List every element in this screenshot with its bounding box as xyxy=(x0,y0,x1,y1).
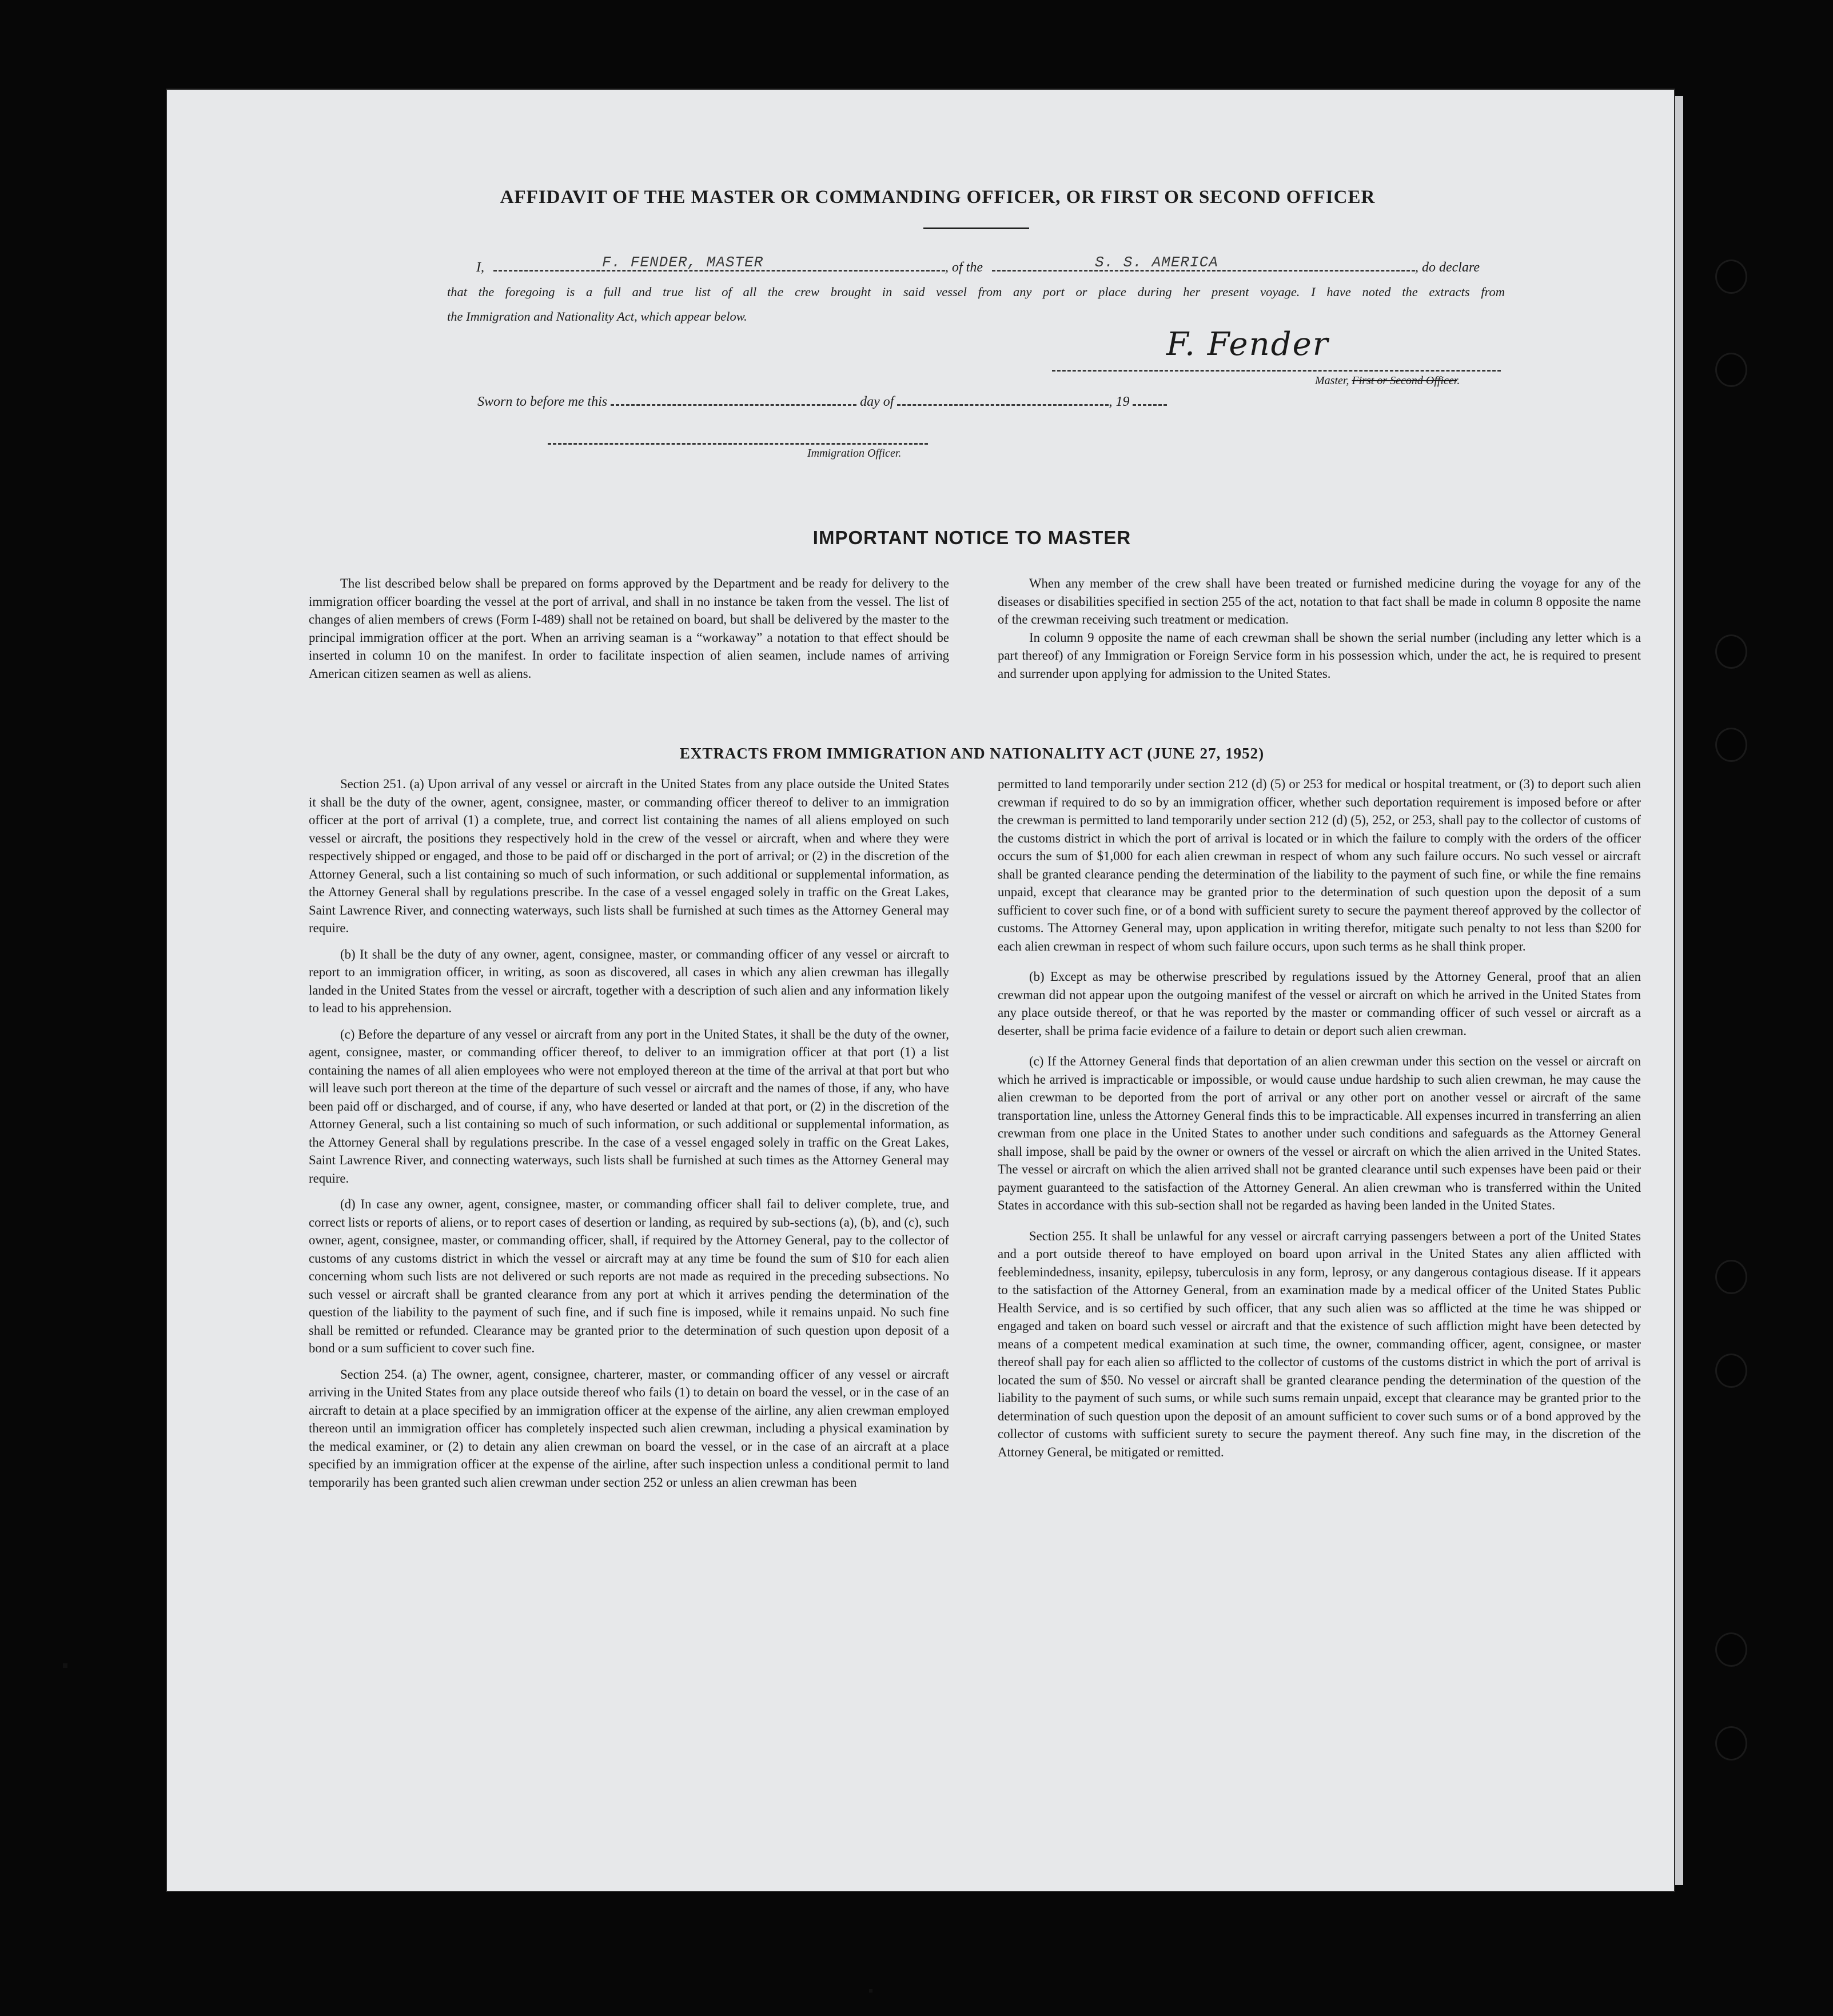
binder-hole xyxy=(1717,636,1746,667)
extracts-right-column xyxy=(998,775,1641,1469)
title-struck: First or Second Officer xyxy=(1352,374,1457,387)
vessel-name: S. S. AMERICA xyxy=(1095,254,1218,271)
binder-hole xyxy=(1717,1728,1746,1759)
notice-paragraph: When any member of the crew shall have been treated or furnished medicine during the voyage for any of the diseases or disabilities specified in section 255 of the act, notation to that fact shall be made in column 8 opposite the name of the crewman receiving such treatment or medication. xyxy=(998,576,1641,626)
extract-paragraph: Section 255. It shall be unlawful for any vessel or aircraft carrying passengers between a port of the United States and a port outside thereof to have employed on board upon arrival in the United States any alien afflicted with feeblemindedness, insanity, epilepsy, tuberculosis in any form, leprosy, or any dangerous contagious disease. If it appears to the satisfaction of the Attorney General, from an examination made by a medical officer of the United States Public Health Service, and is so certified by such officer, that any such alien was so afflicted at the time he was shipped or engaged and taken on board such vessel or aircraft and that the existence of such affliction might have been detected by means of a competent medical examination at such time, the owner, commanding officer, agent, consignee, or master thereof shall pay for each alien so afflicted to the collector of customs of the customs district in which the port of arrival is located the sum of $50. No vessel or aircraft shall be granted clearance pending the determination of the question of the liability to the payment of such sums, or while such sums remain unpaid, except that clearance may be granted prior to the determination of such question upon the deposit of an amount sufficient to cover such sums or of a bond approved by the collector of customs with sufficient surety to secure the payment thereof. Any such fine may, in the discretion of the Attorney General, be mitigated or remitted. xyxy=(998,1228,1641,1459)
title-master: Master, xyxy=(1315,374,1349,387)
extract-paragraph: (c) Before the departure of any vessel or aircraft from any port in the United States, it shall be the duty of the owner, agent, consignee, master, or commanding officer thereof, to deliver to an immigration officer at that port (1) a list containing the names of all alien employees who were not employed thereon at the time of the arrival at that port but who will leave such port thereon at the time of the departure of such vessel or aircraft and the names of those, if any, who have been paid off or discharged, and of course, if any, who have deserted or landed at that port, or (2) in the discretion of the Attorney General, such a list containing so much of such information, or such additional or supplemental information, as the Attorney General shall by regulations prescribe. In the case of a vessel engaged solely in traffic on the Great Lakes, Saint Lawrence River, and connecting waterways, such lists shall be furnished at such times as the Attorney General may require. xyxy=(309,1027,949,1185)
page-edge xyxy=(1675,96,1683,1885)
affidavit-title: AFFIDAVIT OF THE MASTER OR COMMANDING OFFICER, OR FIRST OR SECOND OFFICER xyxy=(500,187,1376,207)
declaration-line xyxy=(476,254,1505,276)
signature-line xyxy=(1052,370,1501,372)
sworn-year-field xyxy=(1133,401,1167,406)
declaration-line-3: the Immigration and Nationality Act, which appear below. xyxy=(447,309,747,324)
declarant-name-field xyxy=(493,254,945,272)
notice-title: IMPORTANT NOTICE TO MASTER xyxy=(812,527,1131,548)
binder-hole xyxy=(1717,354,1746,385)
notice-paragraph: The list described below shall be prepared on forms approved by the Department and be ready for delivery to the immigration officer boarding the vessel at the port of arrival, and shall in no instance be taken from the vessel. The list of changes of alien members of crews (Form I-489) shall not be retained on board, but shall be delivered by the master to the principal immigration officer at the port. When an arriving seaman is a “workaway” a notation to that effect should be inserted in column 10 on the manifest. In order to facilitate inspection of alien seamen, include names of arriving American citizen seamen as well as aliens. xyxy=(309,576,949,681)
declaration-line-2: that the foregoing is a full and true list of all the crew brought in said vessel from any port or place during her present voyage. I have noted the extracts from xyxy=(447,285,1505,299)
sworn-label: Sworn to before me this xyxy=(477,394,608,409)
title-divider xyxy=(923,227,1029,229)
declaration-of-the: , of the xyxy=(945,260,983,275)
extracts-left-column xyxy=(309,775,949,1499)
extract-paragraph: (b) Except as may be otherwise prescribed by regulations issued by the Attorney General, proof that an alien crewman did not appear upon the outgoing manifest of the vessel or aircraft on which he arrived in the United States from any place outside thereof, or that he was reported by the master or commanding officer of such vessel or aircraft as a deserter, shall be prima facie evidence of a failure to detain or deport such alien crewman. xyxy=(998,969,1641,1038)
day-of-label: day of xyxy=(860,394,894,409)
vessel-name-field xyxy=(992,254,1415,272)
extract-paragraph: Section 254. (a) The owner, agent, consignee, charterer, master, or commanding officer of any vessel or aircraft arriving in the United States from any place outside thereof who fails (1) to detain on board the vessel, or in the case of an aircraft to detain at a place specified by an immigration officer at the expense of the airline, any alien crewman employed thereon until an immigration officer has completely inspected such alien crewman, including a physical examination by the medical examiner, or (2) to detain any alien crewman on board the vessel, or in the case of an aircraft at a place specified by an immigration officer at the expense of the airline, after such inspection unless a conditional permit to land temporarily has been granted such alien crewman under section 252 or unless an alien crewman has been xyxy=(309,1367,949,1490)
binder-hole xyxy=(1717,1262,1746,1292)
binder-hole xyxy=(1717,729,1746,760)
notice-right-column xyxy=(998,574,1641,690)
binder-hole xyxy=(1717,261,1746,292)
binder-hole xyxy=(1717,1634,1746,1665)
notice-left-column xyxy=(309,574,949,690)
declaration-i: I, xyxy=(476,260,484,275)
scan-speck xyxy=(63,1663,67,1668)
extract-paragraph: (d) In case any owner, agent, consignee, master, or commanding officer shall fail to deliver complete, true, and correct lists or reports of aliens, or to report cases of desertion or landing, as required by sub-sections (a), (b), and (c), such owner, agent, consignee, master, or commanding officer, shall, if required by the Attorney General, pay to the collector of customs of any customs district in which the vessel or aircraft may at any time be found the sum of $10 for each alien concerning whom such lists are not delivered or such reports are not made as required in the preceding subsections. No such vessel or aircraft shall be granted clearance from any port at which it arrives pending the determination of the question of the liability to the payment of such fine, and if such fine is imposed, while it remains unpaid. No such fine shall be remitted or refunded. Clearance may be granted prior to the determination of such question upon deposit of a bond or a sum sufficient to cover such fine. xyxy=(309,1197,949,1355)
declarant-name: F. FENDER, MASTER xyxy=(602,254,764,271)
extracts-title: EXTRACTS FROM IMMIGRATION AND NATIONALITY ACT (JUNE 27, 1952) xyxy=(679,745,1265,762)
binder-hole xyxy=(1717,1355,1746,1386)
immigration-officer-line xyxy=(548,443,928,445)
sworn-month-field xyxy=(897,401,1109,406)
signatory-title xyxy=(1315,374,1460,388)
notice-paragraph: In column 9 opposite the name of each crewman shall be shown the serial number (including any letter which is a part thereof) of any Immigration or Foreign Service form in his possession which, under the act, he is required to present and surrender upon applying for admission to the United States. xyxy=(998,630,1641,681)
extract-paragraph: (c) If the Attorney General finds that deportation of an alien crewman under this section on the vessel or aircraft on which he arrived is impracticable or impossible, or would cause undue hardship to such alien crewman, he may cause the alien crewman to be deported from the port of arrival or any other port on another vessel or aircraft of the same transportation line, unless the Attorney General finds this to be impracticable. All expenses incurred in transferring an alien crewman from one place in the United States to another under such conditions and safeguards as the Attorney General shall impose, shall be paid by the owner or owners of the vessel or aircraft on which the alien arrived in the United States. The vessel or aircraft on which the alien arrived shall not be granted clearance until such expenses have been paid or their payment guaranteed to the satisfaction of the Attorney General. An alien crewman who is transferred within the United States in accordance with this sub-section shall not be regarded as having been landed in the United States. xyxy=(998,1054,1641,1212)
extract-paragraph: Section 251. (a) Upon arrival of any vessel or aircraft in the United States from any place outside the United States it shall be the duty of the owner, agent, consignee, master, or commanding officer thereof to deliver to an immigration officer at the port of arrival (1) a complete, true, and correct list containing the names of all aliens employed on such vessel or aircraft, the positions they respectively hold in the crew of the vessel or aircraft, when and where they were respectively shipped or engaged, and those to be paid off or discharged in the port of arrival; or (2) in the discretion of the Attorney General, such a list containing so much of such information, or such additional or supplemental information, as the Attorney General shall by regulations prescribe. In the case of a vessel engaged solely in traffic on the Great Lakes, Saint Lawrence River, and connecting waterways, such lists shall be furnished at such times as the Attorney General may require. xyxy=(309,777,949,935)
sworn-day-field xyxy=(611,401,856,406)
extract-paragraph: permitted to land temporarily under section 212 (d) (5) or 253 for medical or hospital treatment, or (3) to deport such alien crewman if required to do so by an immigration officer, whether such deportation requirement is imposed before or after the crewman is permitted to land temporarily under section 212 (d) (5), 252, or 253, shall pay to the collector of customs of the customs district in which the port of arrival is located or in which the failure to comply with the orders of the officer occurs the sum of $1,000 for each alien crewman in respect of whom any such failure occurs. No such vessel or aircraft shall be granted clearance pending the determination of the liability to the payment of such fine, or while the fine remains unpaid, except that clearance may be granted prior to the determination of such question upon the deposit of a sum sufficient to cover such fine, or of a bond with sufficient surety to secure the payment thereof approved by the collector of customs. The Attorney General may, upon application in writing therefor, mitigate such penalty to not less than $200 for each alien crewman in respect of whom such failure occurs, upon such terms as he shall think proper. xyxy=(998,777,1641,953)
sworn-line xyxy=(477,394,1167,410)
declaration-do-declare: , do declare xyxy=(1415,260,1480,275)
scan-speck xyxy=(869,1989,872,1993)
year-label: , 19 xyxy=(1109,394,1130,409)
extract-paragraph: (b) It shall be the duty of any owner, agent, consignee, master, or commanding officer of any vessel or aircraft to report to an immigration officer, in writing, as soon as discovered, all cases in which any alien crewman has illegally landed in the United States from the vessel or aircraft, together with a description of such alien and any information likely to lead to his apprehension. xyxy=(309,947,949,1015)
title-end: . xyxy=(1457,374,1460,387)
immigration-officer-label: Immigration Officer. xyxy=(807,447,902,460)
master-signature: F. Fender xyxy=(1166,326,1329,363)
